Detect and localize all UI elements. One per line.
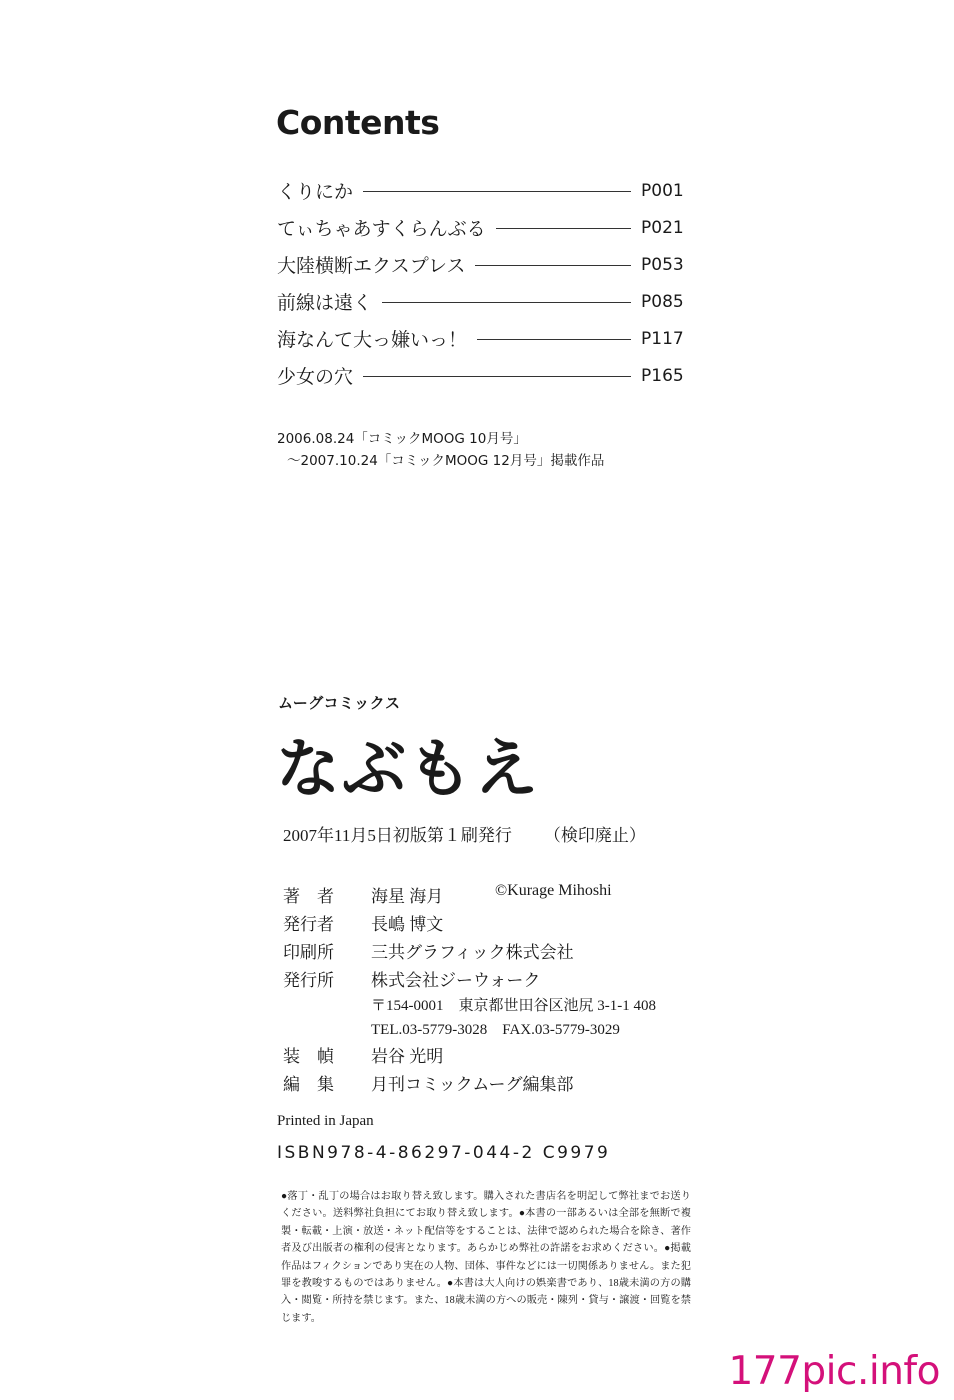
toc-leader-line	[475, 265, 631, 266]
toc-entry	[277, 172, 687, 209]
publisher-name: 株式会社ジーウォーク	[371, 971, 541, 990]
book-title: なぶもえ	[276, 733, 540, 807]
toc-entry-page: P053	[641, 254, 684, 275]
publication-note-line-1: 2006.08.24「コミックMOOG 10月号」	[277, 431, 527, 447]
seal-note: （検印廃止）	[543, 826, 646, 845]
editor-label: 編 集	[283, 1075, 334, 1094]
publication-note-line-2: ～2007.10.24「コミックMOOG 12月号」掲載作品	[287, 453, 605, 469]
edition-line	[283, 821, 646, 846]
publisher-person-name: 長嶋 博文	[371, 915, 444, 934]
publication-note	[277, 428, 604, 472]
toc-entry-page: P085	[641, 291, 684, 312]
toc-entry-title: 海なんて大っ嫌いっ！	[277, 329, 468, 351]
toc-entry	[277, 283, 687, 320]
designer-name: 岩谷 光明	[371, 1047, 444, 1066]
printer-label: 印刷所	[283, 943, 334, 962]
toc-entry	[277, 357, 687, 394]
site-watermark: 177pic.info	[728, 1349, 940, 1394]
publisher-address: 〒154-0001 東京都世田谷区池尻 3-1-1 408	[371, 998, 656, 1014]
toc-entry	[277, 320, 687, 357]
toc-entry-title: くりにか	[277, 181, 354, 203]
toc-entry-title: てぃちゃあすくらんぶる	[277, 218, 486, 240]
toc-entry-page: P117	[641, 328, 684, 349]
author-name: 海星 海月	[371, 887, 444, 906]
toc-entry-page: P001	[641, 180, 684, 201]
contents-heading: Contents	[276, 103, 440, 142]
toc-leader-line	[363, 376, 631, 377]
toc-entry-page: P021	[641, 217, 684, 238]
printer-name: 三共グラフィック株式会社	[371, 943, 574, 962]
publisher-label: 発行所	[283, 971, 334, 990]
toc-entry	[277, 209, 687, 246]
toc-entry-page: P165	[641, 365, 684, 386]
editor-name: 月刊コミックムーグ編集部	[371, 1075, 574, 1094]
copyright-notice: ©Kurage Mihoshi	[495, 882, 612, 899]
toc-entry-title: 少女の穴	[277, 366, 354, 388]
toc-leader-line	[477, 339, 631, 340]
printed-in: Printed in Japan	[277, 1113, 374, 1129]
edition-date: 2007年11月5日初版第１刷発行	[283, 826, 512, 845]
toc-leader-line	[496, 228, 631, 229]
design-label: 装 幀	[283, 1047, 334, 1066]
publisher-phone: TEL.03-5779-3028 FAX.03-5779-3029	[371, 1022, 620, 1038]
author-label: 著 者	[283, 887, 334, 906]
toc-entry	[277, 246, 687, 283]
legal-notice: ●落丁・乱丁の場合はお取り替え致します。購入された書店名を明記して弊社までお送りください。送料弊社負担にてお取り替え致します。●本書の一部あるいは全部を無断で複製・転載・上演・放送・ネット配信等をすることは、法律で認められた場合を除き、著作者及び出版者の権利の侵害となります。あらかじめ弊社の許諾をお求めください。●掲載作品はフィクションであり実在の人物、団体、事件などには一切関係ありません。また犯罪を教唆するものではありません。●本書は大人向けの娯楽書であり、18歳未満の方の購入・閲覧・所持を禁じます。また、18歳未満の方への販売・陳列・貸与・譲渡・回覧を禁じます。	[281, 1191, 691, 1324]
isbn-code: ISBN978-4-86297-044-2 C9979	[277, 1143, 611, 1163]
publisher-person-label: 発行者	[283, 915, 334, 934]
toc-leader-line	[382, 302, 631, 303]
table-of-contents	[277, 172, 687, 394]
toc-leader-line	[363, 191, 631, 192]
toc-entry-title: 大陸横断エクスプレス	[277, 255, 466, 277]
toc-entry-title: 前線は遠く	[277, 292, 373, 314]
imprint-label: ムーグコミックス	[278, 694, 401, 712]
